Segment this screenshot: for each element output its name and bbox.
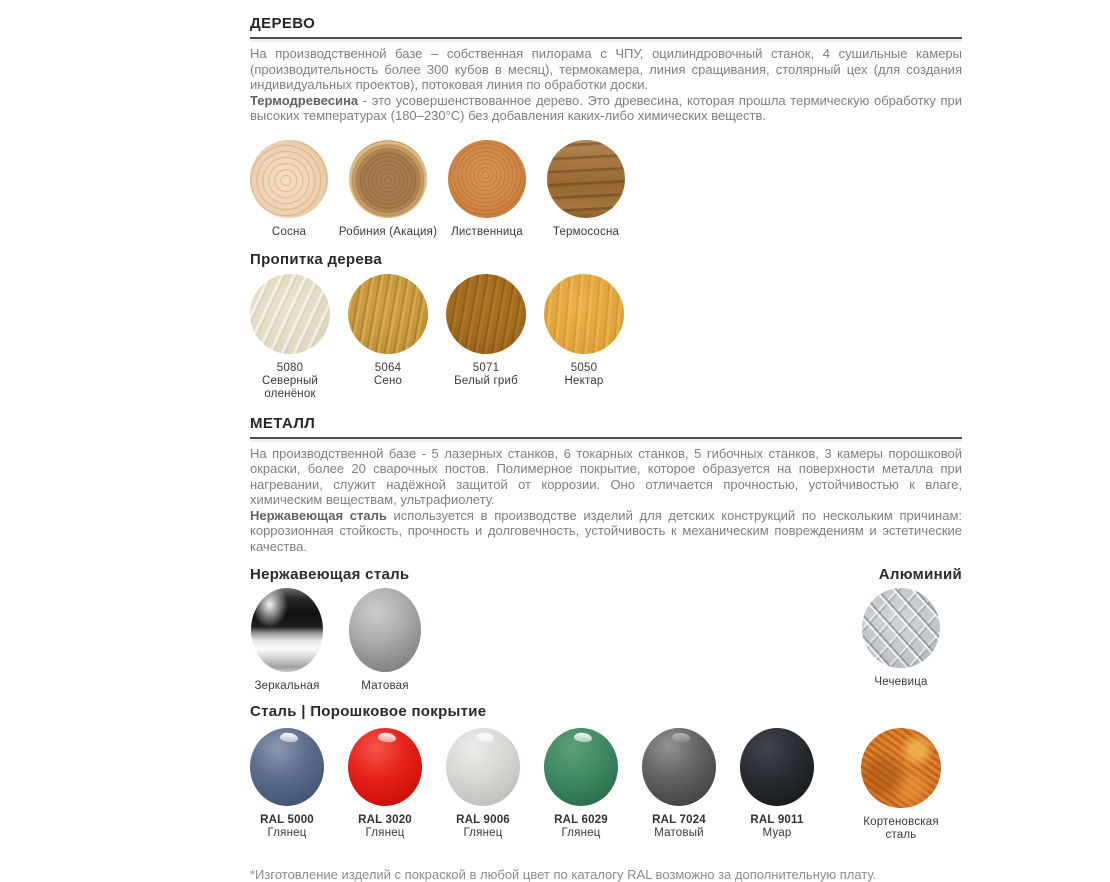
impregnation-name-5071: Белый гриб [454, 374, 518, 387]
corten-swatch [864, 728, 938, 842]
stainless-lead: Нержавеющая сталь [250, 507, 387, 523]
impregnation-circle-5064 [348, 274, 428, 354]
checker-plate-circle [862, 588, 940, 668]
wood-circle-robinia [349, 140, 427, 218]
stainless-rest: используется в производстве изделий для детских конструкций по нескольким причинам: коррозионная стойкость, прочность и долговечность, устойчивость к механическим повреждениям и эстетические качества. [250, 507, 962, 554]
wood-circle-listvennica [448, 140, 526, 218]
ral-footnote: *Изготовление изделий с покраской в любой цвет по каталогу RAL возможно за дополнительную плату. [250, 867, 877, 882]
corten-label: Кортеновская сталь [863, 816, 939, 841]
ral3020-finish: Глянец [365, 827, 405, 839]
powder-title: Сталь | Порошковое покрытие [250, 703, 487, 720]
powder-swatch-ral3020 [348, 728, 422, 840]
ral5000-finish: Глянец [267, 827, 307, 839]
ral7024-code: RAL 7024 [652, 814, 706, 826]
wood-circle-termososna [547, 140, 625, 218]
impregnation-code-5050: 5050 [570, 361, 598, 374]
wood-swatch-listvennica [448, 140, 526, 239]
impregnation-swatch-5080 [250, 274, 330, 401]
thermowood-lead: Термодревесина [250, 92, 359, 108]
ral6029-ball [544, 728, 618, 806]
stainless-text [250, 508, 962, 555]
ral3020-code: RAL 3020 [358, 814, 412, 826]
wood-label-termososna: Термососна [552, 225, 620, 238]
impregnation-code-5071: 5071 [472, 361, 500, 374]
impregnation-circle-5050 [544, 274, 624, 354]
impregnation-swatch-5050 [544, 274, 624, 388]
impregnation-row [250, 274, 962, 401]
aluminum-title: Алюминий [878, 566, 962, 583]
ral3020-ball [348, 728, 422, 806]
ral9011-ball [740, 728, 814, 806]
wood-intro: На производственной базе – собственная пилорама с ЧПУ, оцилиндровочный станок, 4 сушильные камеры (производительность более 300 кубов в месяц), термокамера, линия сращивания, столярный цех (для создания индивидуальных проектов), потоковая линия по обработки доски. [250, 46, 962, 92]
metal-section-title: МЕТАЛЛ [250, 415, 962, 439]
wood-species-row [250, 140, 962, 239]
impregnation-name-5064: Сено [373, 374, 403, 387]
wood-swatch-termososna [547, 140, 625, 239]
wood-label-robinia: Робиния (Акация) [338, 225, 438, 238]
impregnation-title: Пропитка дерева [250, 250, 382, 268]
impregnation-name-5050: Нектар [564, 374, 604, 387]
aluminum-label: Чечевица [874, 676, 928, 688]
powder-swatch-ral7024 [642, 728, 716, 840]
impregnation-code-5080: 5080 [276, 361, 304, 374]
stainless-swatch-mirror [250, 588, 324, 693]
wood-swatch-sosna [250, 140, 328, 239]
ral9006-code: RAL 9006 [456, 814, 510, 826]
impregnation-circle-5080 [250, 274, 330, 354]
powder-swatch-ral9006 [446, 728, 520, 840]
thermowood-text [250, 93, 962, 124]
ral6029-code: RAL 6029 [554, 814, 608, 826]
ral5000-code: RAL 5000 [260, 814, 314, 826]
powder-row [250, 728, 962, 842]
powder-swatch-ral6029 [544, 728, 618, 840]
impregnation-code-5064: 5064 [374, 361, 402, 374]
matte-steel-ball [349, 588, 421, 672]
wood-section-title: ДЕРЕВО [250, 15, 962, 39]
mirror-steel-ball [251, 588, 323, 672]
ral5000-ball [250, 728, 324, 806]
wood-label-sosna: Сосна [271, 225, 307, 238]
wood-label-listvennica: Лиственница [451, 225, 523, 238]
ral6029-finish: Глянец [561, 827, 601, 839]
catalog-page [250, 0, 962, 882]
metal-subheadings [250, 566, 962, 583]
wood-swatch-robinia [338, 140, 438, 239]
impregnation-swatch-5071 [446, 274, 526, 388]
metal-intro: На производственной базе - 5 лазерных станков, 6 токарных станков, 5 гибочных станков, 3 камеры порошковой окраски, более 20 сварочных постов. Полимерное покрытие, которое образуется на поверхности металла при нагревании, служит надёжной защитой от коррозии. Оно отличается прочностью, устойчивостью к влаге, химическим веществам, ультрафиолету. [250, 445, 962, 507]
stainless-row [250, 588, 962, 693]
ral9006-finish: Глянец [463, 827, 503, 839]
ral9011-code: RAL 9011 [750, 814, 804, 826]
aluminum-swatch [864, 588, 938, 689]
ral7024-ball [642, 728, 716, 806]
wood-circle-sosna [250, 140, 328, 218]
stainless-swatch-matte [348, 588, 422, 693]
thermowood-rest: - это усовершенствованное дерево. Это древесина, которая прошла термическую обработку при высоких температурах (180–230°С) без добавления каких-либо химических веществ. [250, 92, 962, 123]
impregnation-name-5080: Северный оленёнок [261, 374, 319, 400]
stainless-label-mirror: Зеркальная [254, 680, 320, 692]
impregnation-circle-5071 [446, 274, 526, 354]
powder-swatch-ral5000 [250, 728, 324, 840]
corten-circle [861, 728, 941, 808]
stainless-title: Нержавеющая сталь [250, 566, 410, 583]
ral9011-finish: Муар [762, 827, 792, 839]
ral7024-finish: Матовый [654, 827, 704, 839]
stainless-label-matte: Матовая [361, 680, 409, 692]
impregnation-swatch-5064 [348, 274, 428, 388]
metal-intro-text [250, 446, 962, 508]
ral9006-ball [446, 728, 520, 806]
wood-intro-text [250, 46, 962, 93]
powder-swatch-ral9011 [740, 728, 814, 840]
